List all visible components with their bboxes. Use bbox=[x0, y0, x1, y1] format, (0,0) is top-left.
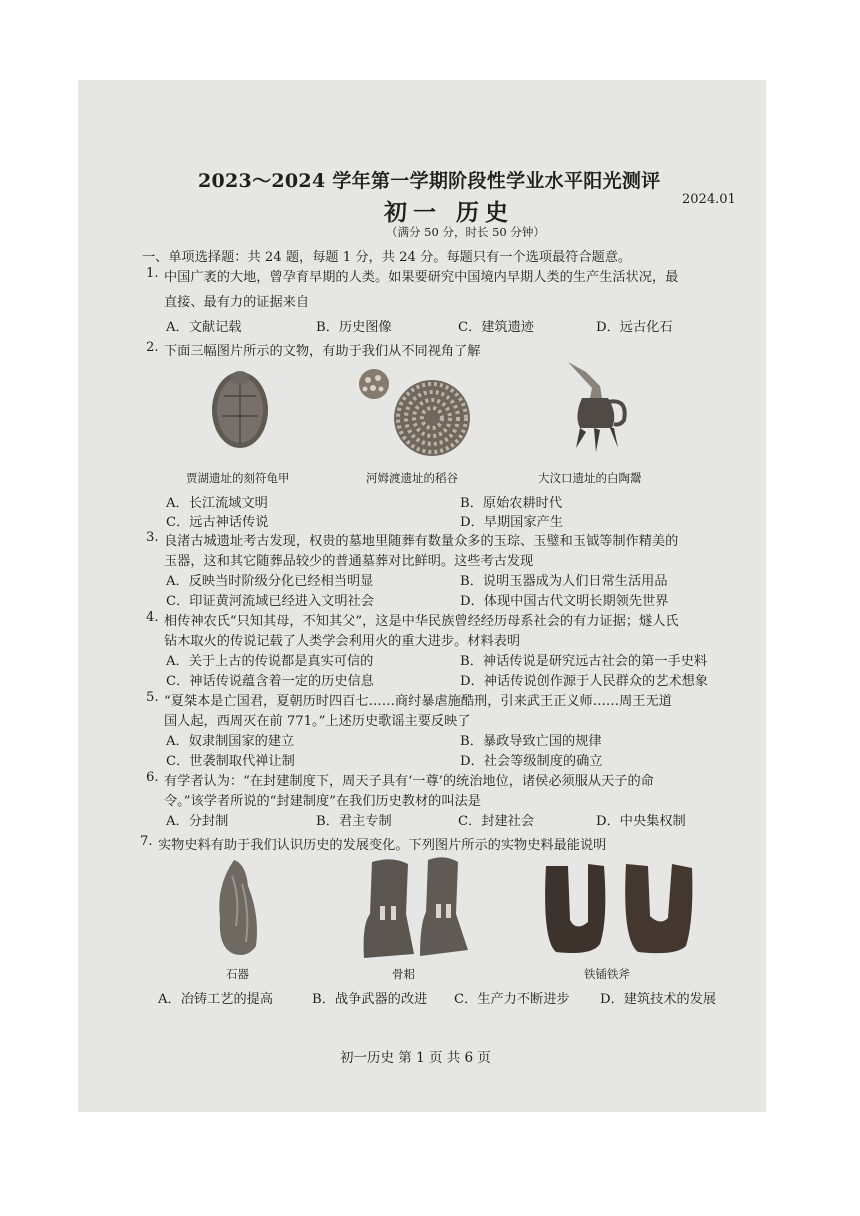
option-d[interactable]: D．神话传说创作源于人民群众的艺术想象 bbox=[460, 674, 708, 689]
question-text: 直接、最有力的证据来自 bbox=[164, 295, 310, 310]
question-number: 1. bbox=[146, 266, 159, 281]
option-a[interactable]: A．文献记载 bbox=[166, 320, 242, 335]
option-b[interactable]: B．神话传说是研究远古社会的第一手史料 bbox=[460, 654, 708, 669]
option-c[interactable]: C．封建社会 bbox=[458, 814, 535, 829]
exam-note: （满分 50 分，时长 50 分钟） bbox=[386, 225, 545, 239]
option-c[interactable]: C．印证黄河流域已经进入文明社会 bbox=[166, 594, 374, 609]
exam-date: 2024.01 bbox=[682, 192, 736, 207]
bone-spade-icon bbox=[358, 854, 474, 962]
question-text: 有学者认为：“在封建制度下，周天子具有‘一尊’的统治地位，诸侯必须服从天子的命 bbox=[164, 774, 654, 789]
question-text: “夏桀本是亡国君，夏朝历时四百七……商纣暴虐施酷刑，引来武王正义师……周王无道 bbox=[164, 694, 672, 709]
exam-sheet bbox=[78, 80, 766, 1112]
question-number: 4. bbox=[146, 610, 159, 625]
option-d[interactable]: D．远古化石 bbox=[596, 320, 673, 335]
question-text: 令。”该学者所说的“封建制度”在我们历史教材的叫法是 bbox=[164, 794, 481, 809]
option-b[interactable]: B．历史图像 bbox=[316, 320, 392, 335]
image-caption: 骨耜 bbox=[392, 967, 415, 981]
question-number: 7. bbox=[140, 834, 153, 849]
option-d[interactable]: D．建筑技术的发展 bbox=[600, 992, 717, 1007]
option-b[interactable]: B．原始农耕时代 bbox=[460, 496, 563, 511]
option-b[interactable]: B．说明玉器成为人们日常生活用品 bbox=[460, 574, 668, 589]
option-c[interactable]: C．世袭制取代禅让制 bbox=[166, 754, 295, 769]
question-text: 下面三幅图片所示的文物，有助于我们从不同视角了解 bbox=[164, 344, 481, 359]
rice-grain-small-icon bbox=[354, 366, 394, 402]
question-text: 中国广袤的大地，曾孕育早期的人类。如果要研究中国境内早期人类的生产生活状况，最 bbox=[164, 270, 679, 285]
page-footer: 初一历史 第 1 页 共 6 页 bbox=[340, 1050, 491, 1066]
turtle-shell-icon bbox=[210, 366, 270, 450]
option-d[interactable]: D．体现中国古代文明长期领先世界 bbox=[460, 594, 669, 609]
option-c[interactable]: C．神话传说蕴含着一定的历史信息 bbox=[166, 674, 374, 689]
option-a[interactable]: A．冶铸工艺的提高 bbox=[158, 992, 274, 1007]
question-number: 3. bbox=[146, 530, 159, 545]
option-b[interactable]: B．暴政导致亡国的规律 bbox=[460, 734, 602, 749]
image-caption: 大汶口遗址的白陶鬶 bbox=[538, 471, 642, 485]
option-d[interactable]: D．社会等级制度的确立 bbox=[460, 754, 603, 769]
option-c[interactable]: C．生产力不断进步 bbox=[454, 992, 570, 1007]
question-text: 国人起，西周灭在前 771。”上述历史歌谣主要反映了 bbox=[164, 714, 471, 729]
option-a[interactable]: A．长江流域文明 bbox=[166, 496, 268, 511]
option-b[interactable]: B．君主专制 bbox=[316, 814, 392, 829]
question-text: 实物史料有助于我们认识历史的发展变化。下列图片所示的实物史料最能说明 bbox=[158, 838, 607, 853]
option-c[interactable]: C．远古神话传说 bbox=[166, 515, 269, 530]
option-a[interactable]: A．关于上古的传说都是真实可信的 bbox=[166, 654, 374, 669]
rice-grain-icon bbox=[392, 378, 472, 458]
option-d[interactable]: D．早期国家产生 bbox=[460, 515, 563, 530]
option-a[interactable]: A．反映当时阶级分化已经相当明显 bbox=[166, 574, 374, 589]
option-b[interactable]: B．战争武器的改进 bbox=[312, 992, 428, 1007]
question-text: 相传神农氏“只知其母，不知其父”，这是中华民族曾经经历母系社会的有力证据；燧人氏 bbox=[164, 614, 679, 629]
question-number: 5. bbox=[146, 690, 159, 705]
question-text: 良渚古城遗址考古发现，权贵的墓地里随葬有数量众多的玉琮、玉璧和玉钺等制作精美的 bbox=[164, 534, 679, 549]
exam-title: 2023～2024 学年第一学期阶段性学业水平阳光测评 bbox=[198, 170, 661, 192]
section-heading: 一、单项选择题：共 24 题，每题 1 分，共 24 分。每题只有一个选项最符合题意。 bbox=[142, 250, 632, 265]
pottery-gui-icon bbox=[562, 358, 632, 454]
image-caption: 铁锸铁斧 bbox=[584, 967, 630, 981]
option-c[interactable]: C．建筑遗迹 bbox=[458, 320, 535, 335]
image-caption: 河姆渡遗址的稻谷 bbox=[366, 471, 458, 485]
question-text: 玉器，这和其它随葬品较少的普通墓葬对比鲜明。这些考古发现 bbox=[164, 554, 534, 569]
question-text: 钻木取火的传说记载了人类学会利用火的重大进步。材料表明 bbox=[164, 634, 521, 649]
option-a[interactable]: A．分封制 bbox=[166, 814, 229, 829]
option-d[interactable]: D．中央集权制 bbox=[596, 814, 686, 829]
image-caption: 贾湖遗址的刻符龟甲 bbox=[186, 471, 290, 485]
question-number: 6. bbox=[146, 770, 159, 785]
image-caption: 石器 bbox=[226, 967, 249, 981]
question-number: 2. bbox=[146, 340, 159, 355]
iron-tools-icon bbox=[542, 860, 710, 960]
exam-subject: 初一 历史 bbox=[384, 199, 515, 226]
option-a[interactable]: A．奴隶制国家的建立 bbox=[166, 734, 295, 749]
stone-tool-icon bbox=[212, 856, 264, 960]
